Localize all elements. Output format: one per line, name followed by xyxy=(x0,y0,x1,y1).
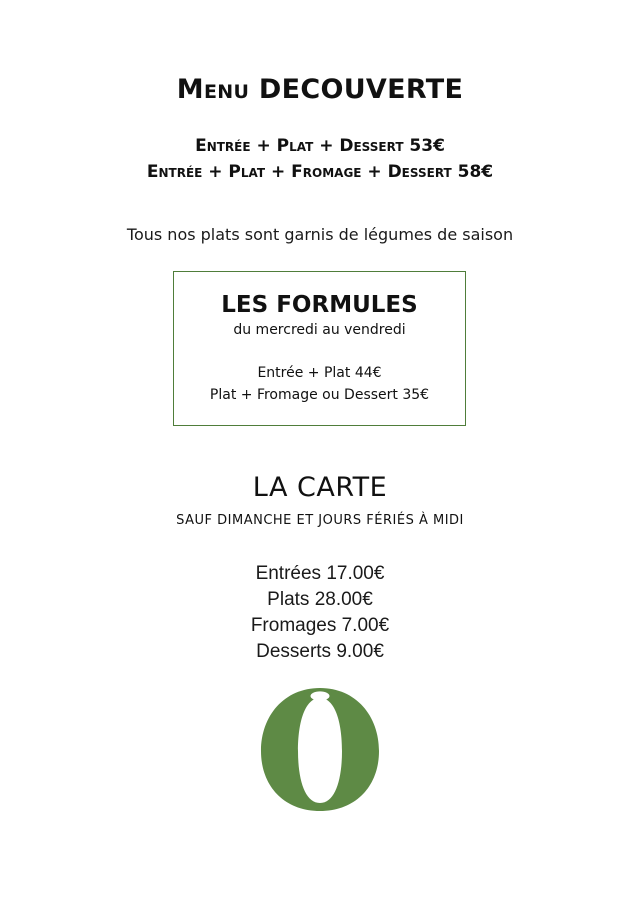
price-entrees: Entrées 17.00€ xyxy=(255,563,385,584)
menu-decouverte-option-2: Entrée + Plat + Fromage + Dessert 58€ xyxy=(146,162,494,182)
garnish-note: Tous nos plats sont garnis de légumes de saison xyxy=(126,225,514,244)
formules-subtitle: du mercredi au vendredi xyxy=(233,322,406,338)
olive-o-logo-icon xyxy=(259,684,381,814)
formules-title: LES FORMULES xyxy=(221,292,418,318)
menu-decouverte-option-1: Entrée + Plat + Dessert 53€ xyxy=(195,136,445,156)
carte-title: LA CARTE xyxy=(252,472,388,503)
formules-option-2: Plat + Fromage ou Dessert 35€ xyxy=(209,387,430,403)
formules-option-1: Entrée + Plat 44€ xyxy=(257,365,382,381)
price-desserts: Desserts 9.00€ xyxy=(256,641,384,662)
price-plats: Plats 28.00€ xyxy=(267,589,373,610)
formules-box xyxy=(173,271,466,426)
menu-decouverte-title: Menu DECOUVERTE xyxy=(176,74,464,105)
price-fromages: Fromages 7.00€ xyxy=(250,615,390,636)
carte-subtitle: SAUF DIMANCHE ET JOURS FÉRIÉS À MIDI xyxy=(176,513,464,528)
